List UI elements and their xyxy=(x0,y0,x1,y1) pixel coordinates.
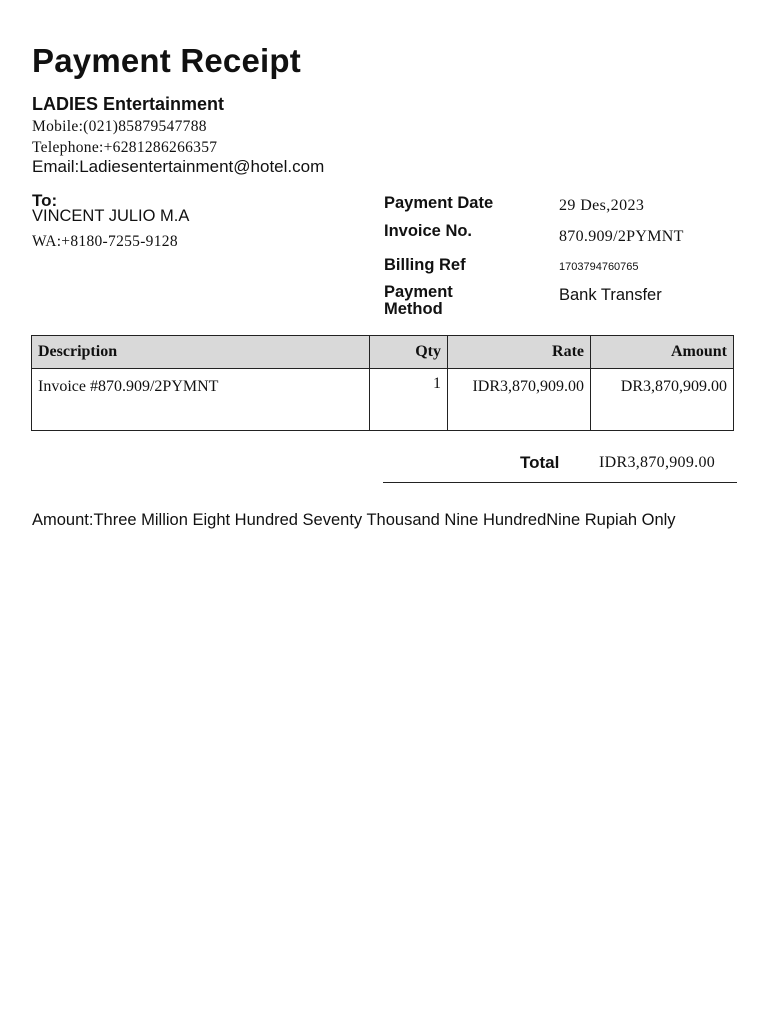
row-qty: 1 xyxy=(370,369,448,431)
total-label: Total xyxy=(520,453,560,472)
payment-method-label-line2: Method xyxy=(384,300,443,318)
customer-name: VINCENT JULIO M.A xyxy=(32,207,190,225)
header-rate: Rate xyxy=(448,336,591,369)
billing-ref-value: 1703794760765 xyxy=(559,261,639,273)
header-qty: Qty xyxy=(370,336,448,369)
payment-method-label-line1: Payment xyxy=(384,283,453,301)
header-description: Description xyxy=(32,336,370,369)
items-table xyxy=(31,335,734,431)
company-mobile: Mobile:(021)85879547788 xyxy=(32,118,207,135)
billing-ref-label: Billing Ref xyxy=(384,256,466,274)
payment-method-value: Bank Transfer xyxy=(559,286,662,304)
row-amount: DR3,870,909.00 xyxy=(591,369,734,431)
total-divider xyxy=(383,482,737,483)
invoice-no-value: 870.909/2PYMNT xyxy=(559,228,684,245)
payment-method-label xyxy=(384,284,453,318)
payment-date-label: Payment Date xyxy=(384,194,494,212)
company-email: Email:Ladiesentertainment@hotel.com xyxy=(32,157,325,176)
customer-wa: WA:+8180-7255-9128 xyxy=(32,233,178,250)
payment-date-value: 29 Des,2023 xyxy=(559,197,645,214)
total-value: IDR3,870,909.00 xyxy=(599,454,716,471)
amount-in-words: Amount:Three Million Eight Hundred Seventy Thousand Nine HundredNine Rupiah Only xyxy=(32,511,676,529)
invoice-no-label: Invoice No. xyxy=(384,222,473,240)
table-row xyxy=(32,369,734,431)
to-label: To: xyxy=(32,191,58,210)
header-amount: Amount xyxy=(591,336,734,369)
row-description: Invoice #870.909/2PYMNT xyxy=(32,369,370,431)
table-header-row xyxy=(32,336,734,369)
row-rate: IDR3,870,909.00 xyxy=(448,369,591,431)
page-title: Payment Receipt xyxy=(32,42,301,79)
company-name: LADIES Entertainment xyxy=(32,94,225,114)
company-telephone: Telephone:+6281286266357 xyxy=(32,139,218,156)
